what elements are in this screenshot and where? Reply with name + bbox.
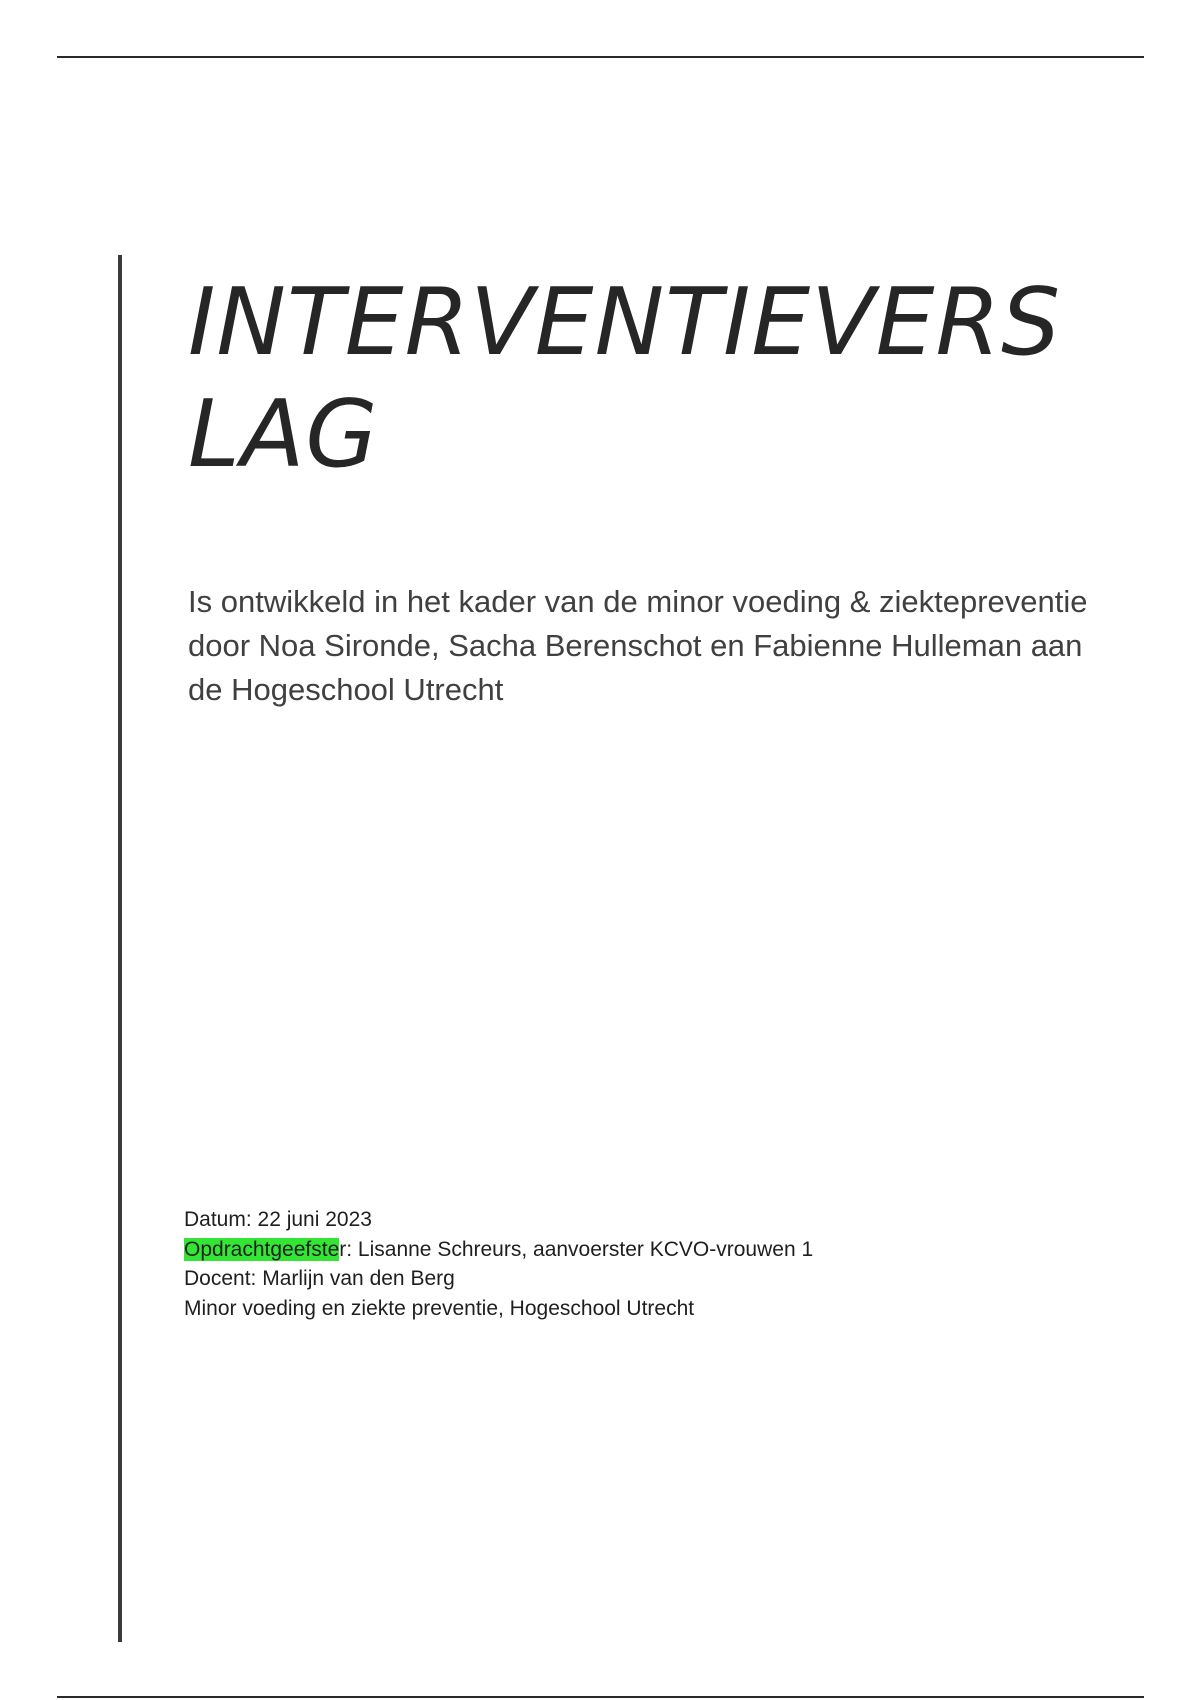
bottom-divider	[57, 1696, 1144, 1698]
document-subtitle: Is ontwikkeld in het kader van de minor voeding & ziektepreventie door Noa Sironde, Sacha Berenschot en Fabienne Hulleman aan de Hogeschool Utrecht	[188, 584, 1088, 707]
program-line: Minor voeding en ziekte preventie, Hogeschool Utrecht	[184, 1296, 695, 1320]
document-title: INTERVENTIEVERS LAG	[188, 268, 1062, 488]
date-line: Datum: 22 juni 2023	[184, 1208, 372, 1231]
teacher-line: Docent: Marlijn van den Berg	[184, 1267, 455, 1290]
client-line	[184, 1235, 1084, 1265]
client-details: r: Lisanne Schreurs, aanvoerster KCVO-vrouwen 1	[339, 1237, 814, 1261]
top-divider	[57, 56, 1144, 58]
cover-accent-bar	[118, 255, 122, 1642]
client-label-highlight: Opdrachtgeefste	[184, 1237, 340, 1261]
document-details	[184, 1205, 1084, 1323]
